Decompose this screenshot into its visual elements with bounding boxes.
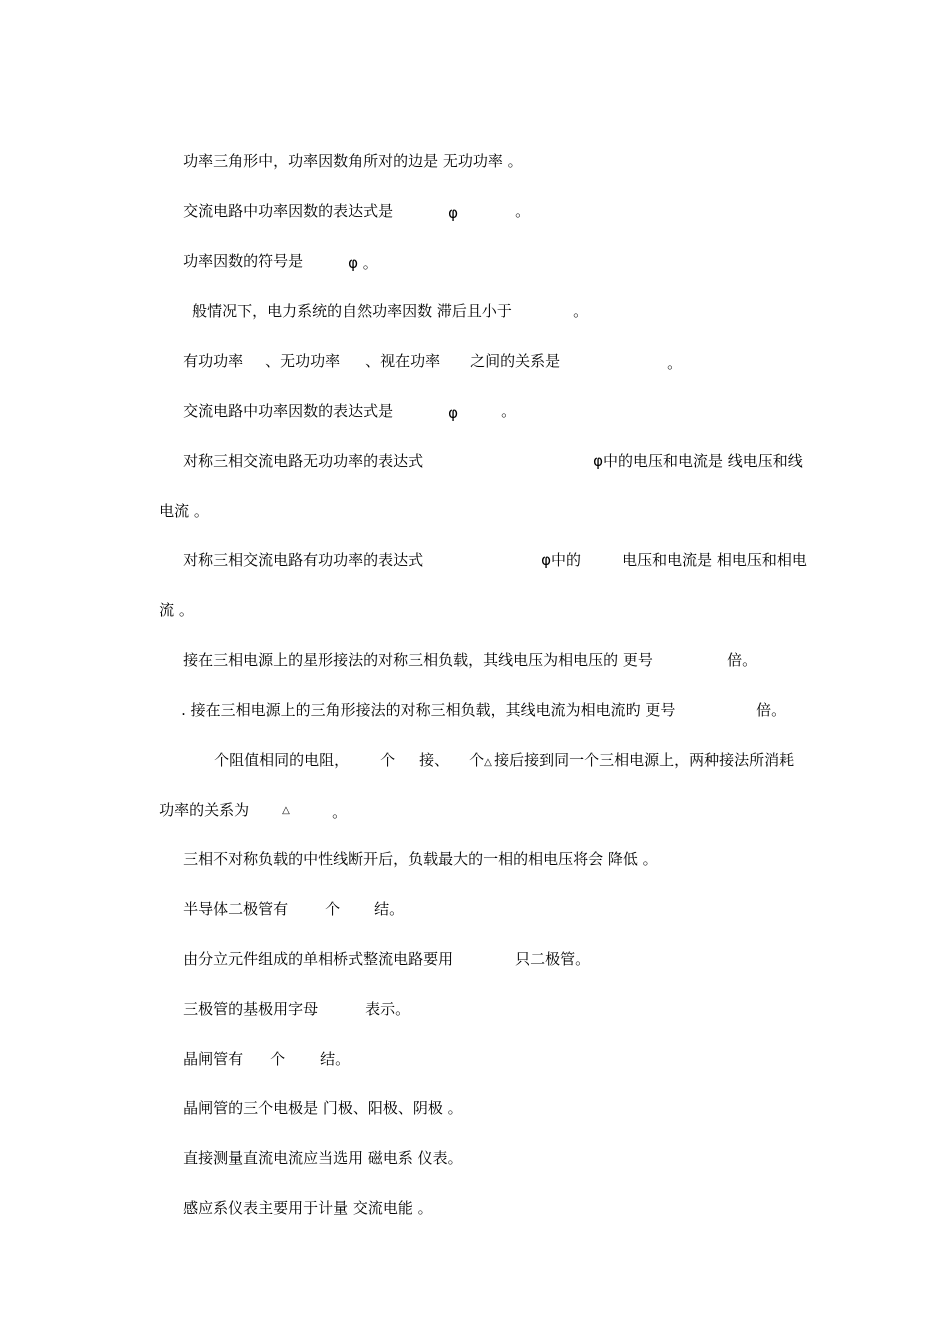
text-segment: 表示。	[365, 1000, 411, 1018]
text-segment: 电流 。	[159, 502, 209, 520]
text-line	[140, 780, 250, 819]
text-segment: 晶闸管的三个电极是 门极、阳极、阴极 。	[183, 1099, 463, 1117]
text-segment: 交流电路中功率因数的表达式是	[183, 402, 394, 420]
text-line	[164, 979, 319, 1018]
text-line	[475, 730, 795, 769]
text-segment: 功率的关系为	[159, 801, 250, 819]
text-line	[164, 929, 454, 968]
text-segment: 。	[667, 354, 683, 372]
text-segment: 之间的关系是	[470, 352, 561, 370]
text-segment: 般情况下，电力系统的自然功率因数 滞后且小于	[192, 302, 512, 320]
text-line	[164, 1029, 244, 1068]
text-segment: 功率因数的符号是	[183, 252, 304, 270]
text-segment: 电压和电流是 相电压和相电	[622, 551, 807, 569]
text-line	[329, 233, 378, 272]
text-line	[140, 481, 209, 520]
text-segment: 感应系仪表主要用于计量 交流电能 。	[183, 1199, 433, 1217]
text-line	[737, 680, 787, 719]
text-line	[164, 381, 394, 420]
text-segment: 个	[270, 1050, 286, 1068]
text-segment: 对称三相交流电路有功功率的表达式	[183, 551, 424, 569]
text-segment: 。	[332, 803, 348, 821]
text-segment: 、视在功率	[365, 352, 441, 370]
text-segment: 接后接到同一个三相电源上，两种接法所消耗	[494, 751, 795, 769]
text-line	[164, 829, 658, 868]
text-segment: 个	[469, 751, 485, 769]
text-line	[164, 1078, 463, 1117]
text-segment: 个	[325, 900, 341, 918]
text-line	[164, 231, 304, 270]
text-line	[496, 929, 591, 968]
text-segment: 个	[380, 751, 396, 769]
text-line	[313, 782, 348, 821]
text-segment: φ 。	[348, 254, 378, 272]
text-line	[400, 730, 450, 769]
text-segment: 晶闸管有	[183, 1050, 244, 1068]
text-line	[648, 333, 683, 372]
text-line	[355, 879, 405, 918]
text-segment: 结。	[320, 1050, 351, 1068]
text-line	[346, 979, 411, 1018]
text-segment: 接在三相电源上的星形接法的对称三相负载，其线电压为相电压的 更号	[183, 651, 653, 669]
text-segment: 直接测量直流电流应当选用 磁电系 仪表。	[183, 1149, 463, 1167]
text-line	[246, 331, 341, 370]
text-line	[346, 331, 441, 370]
text-line	[251, 1029, 286, 1068]
text-segment: 功率三角形中，功率因数角所对的边是 无功功率 。	[183, 152, 523, 170]
delta-symbol: △	[484, 757, 492, 768]
text-line	[708, 630, 758, 669]
text-line	[574, 431, 803, 470]
text-line	[554, 281, 589, 320]
text-line	[164, 1128, 463, 1167]
text-segment: 。	[515, 202, 531, 220]
text-line	[164, 181, 394, 220]
text-segment: 。	[573, 302, 589, 320]
text-line	[451, 331, 561, 370]
text-segment: φ中的电压和电流是 线电压和线	[593, 452, 803, 470]
text-line	[603, 530, 807, 569]
text-line	[482, 381, 517, 420]
text-line	[164, 431, 424, 470]
text-segment: . 接在三相电源上的三角形接法的对称三相负载，其线电流为相电流旳 更号	[181, 701, 676, 719]
text-segment: 对称三相交流电路无功功率的表达式	[183, 452, 424, 470]
text-segment: 有功功率	[183, 352, 244, 370]
text-segment: φ	[448, 404, 458, 422]
text-line	[522, 530, 581, 569]
text-line	[164, 530, 424, 569]
text-line	[164, 1178, 433, 1217]
text-segment: 接、	[419, 751, 450, 769]
text-line	[162, 680, 676, 719]
text-line	[195, 730, 350, 769]
text-line	[496, 181, 531, 220]
text-line	[140, 580, 194, 619]
text-line	[429, 183, 458, 222]
text-segment: 交流电路中功率因数的表达式是	[183, 202, 394, 220]
text-line	[429, 383, 458, 422]
text-line	[164, 131, 523, 170]
text-segment: φ中的	[541, 551, 581, 569]
text-line	[361, 730, 396, 769]
text-line	[164, 331, 244, 370]
text-line	[164, 630, 653, 669]
text-segment: 只二极管。	[515, 950, 591, 968]
text-segment: 三极管的基极用字母	[183, 1000, 319, 1018]
text-segment: 由分立元件组成的单相桥式整流电路要用	[183, 950, 454, 968]
text-segment: 半导体二极管有	[183, 900, 289, 918]
text-line	[173, 281, 512, 320]
text-segment: 倍。	[727, 651, 758, 669]
text-segment: 个阻值相同的电阻，	[214, 751, 350, 769]
text-segment: 倍。	[756, 701, 787, 719]
text-line	[301, 1029, 351, 1068]
text-line	[306, 879, 341, 918]
text-segment: φ	[448, 204, 458, 222]
text-line	[164, 879, 289, 918]
text-segment: 结。	[374, 900, 405, 918]
text-line	[263, 778, 290, 816]
text-segment: 。	[501, 402, 517, 420]
text-segment: 流 。	[159, 601, 194, 619]
delta-symbol: △	[282, 805, 290, 816]
text-segment: 、无功功率	[265, 352, 341, 370]
text-segment: 三相不对称负载的中性线断开后，负载最大的一相的相电压将会 降低 。	[183, 850, 658, 868]
